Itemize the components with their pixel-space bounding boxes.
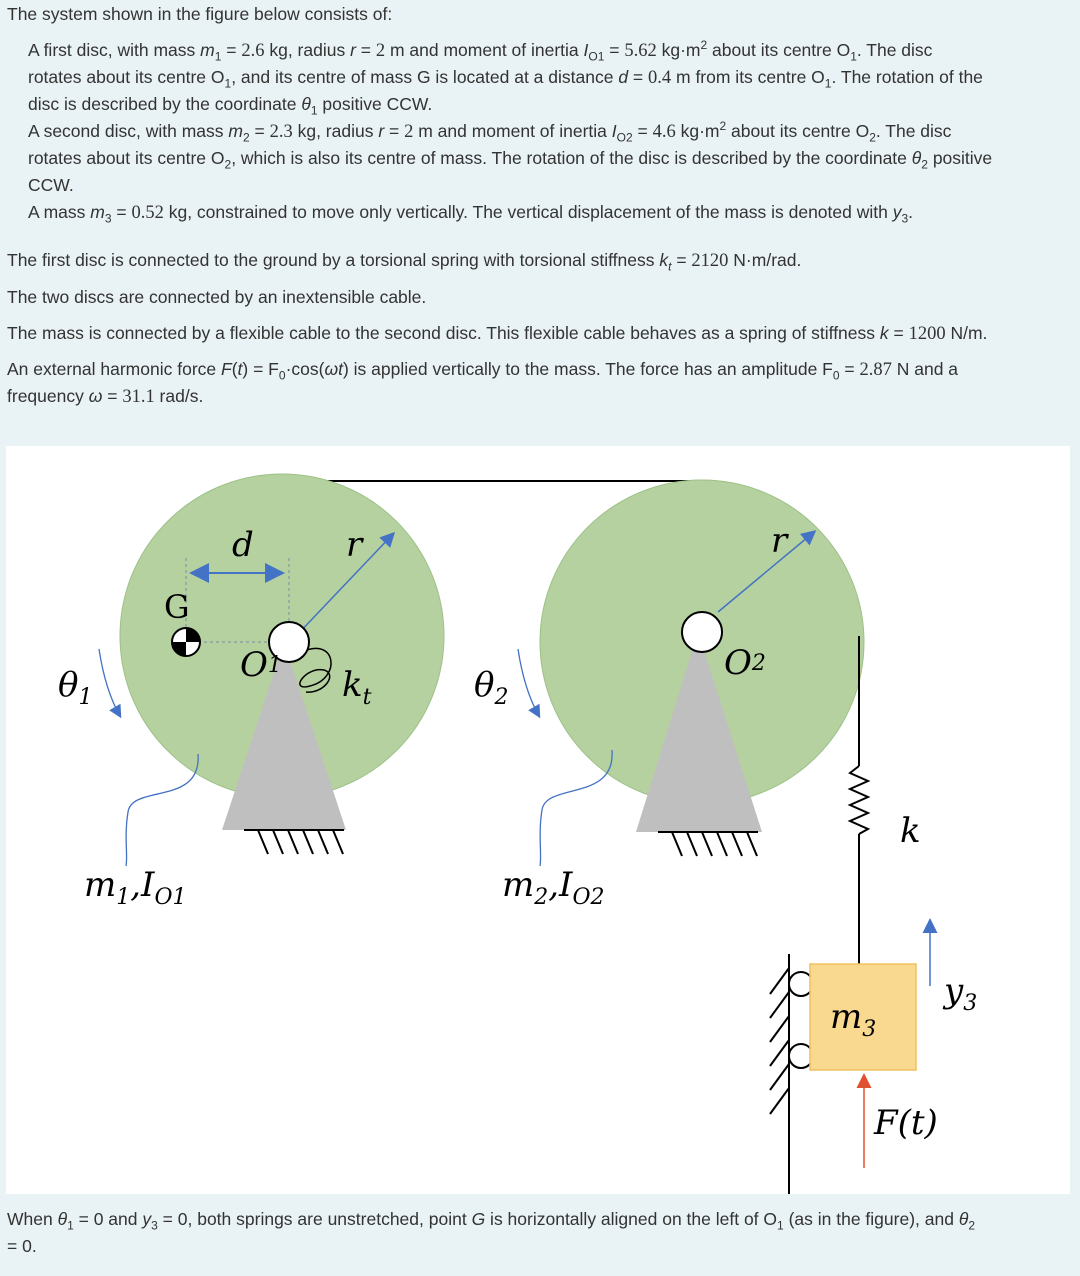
- theta1-arrow: [99, 649, 120, 716]
- disc2-ground-hatch: [658, 832, 758, 856]
- disc1-ground-hatch: [244, 830, 344, 854]
- label-m3: $m_3$: [830, 997, 877, 1042]
- center-of-mass-icon: [172, 628, 200, 656]
- label-o2: O2: [724, 643, 766, 683]
- mass3-line: A mass $m_3 = 0.52$ kg, constrained to move only vertically. The vertical displacement of the mass is denoted with $y_3$.: [28, 202, 914, 226]
- label-kt: $k_t$: [342, 665, 372, 710]
- label-k: k: [900, 811, 921, 851]
- disc2-mass: 2.3: [269, 122, 293, 142]
- disc2-inertia: 4.6: [652, 122, 676, 142]
- initial-conditions-line-2: = 0.: [7, 1236, 37, 1256]
- guide-wall-hatch: [770, 968, 789, 1114]
- disc1-radius: 2: [375, 41, 386, 61]
- label-o1: O1: [240, 645, 282, 685]
- disc1-line-3: disc is described by the coordinate $\theta_1$ positive CCW.: [28, 94, 433, 118]
- force-amplitude: 2.87: [859, 360, 892, 380]
- cable-line: The two discs are connected by an inextensible cable.: [7, 287, 427, 307]
- label-force: F(t): [874, 1103, 938, 1143]
- label-r-disc1: r: [346, 525, 363, 565]
- disc2-line-1: A second disc, with mass $m_2 = 2.3$ kg, radius r = 2 m and moment of inertia $I_{O2} = 4.6$ $kg\cdot m^2$ about its centre $O_2$. The disc: [28, 119, 952, 145]
- label-m2-i02: $m_2,I_{O2}$: [502, 865, 605, 910]
- disc1-line-2: rotates about its centre $O_1$, and its centre of mass G is located at a distance d = 0.4 m from its centre $O_1$. The rotation of the: [28, 67, 983, 91]
- label-d: d: [232, 525, 254, 565]
- label-y3: $y_3$: [944, 971, 978, 1016]
- label-g: G: [164, 588, 190, 626]
- theta2-arrow: [518, 649, 539, 716]
- disc2-line-3: CCW.: [28, 175, 74, 195]
- spring-k: [850, 766, 868, 834]
- label-theta1: $\theta_1$: [58, 665, 93, 710]
- disc1-line-1: A first disc, with mass $m_1 = 2.6$ kg, radius r = 2 m and moment of inertia $I_{O1} = 5.62$ $kg\cdot m^2$ about its centre $O_1$. The disc: [28, 38, 933, 64]
- disc1-distance: 0.4: [648, 68, 672, 88]
- disc2-line-2: rotates about its centre $O_2$, which is also its centre of mass. The rotation of the disc is described by the coordinate $\theta_2$ positive: [28, 148, 993, 172]
- disc2-radius: 2: [404, 122, 414, 142]
- disc1-mass: 2.6: [241, 41, 265, 61]
- torsional-spring-line: The first disc is connected to the ground by a torsional spring with torsional stiffness $k_t = 2120$ N·m/rad.: [7, 250, 802, 274]
- spring-line: The mass is connected by a flexible cable to the second disc. This flexible cable behaves as a spring of stiffness k = 1200 N/m.: [7, 323, 988, 344]
- m1-leader: [126, 754, 198, 866]
- disc1-inertia: 5.62: [624, 41, 657, 61]
- force-line-2: frequency ω = 31.1 rad/s.: [7, 386, 204, 407]
- spring-stiffness: 1200: [908, 324, 946, 344]
- force-frequency: 31.1: [122, 387, 155, 407]
- label-theta2: $\theta_2$: [474, 665, 509, 710]
- torsional-stiffness: 2120: [691, 251, 729, 271]
- system-figure: [6, 446, 1070, 1194]
- system-diagram: [6, 446, 1070, 1194]
- mass3-mass: 0.52: [131, 203, 164, 223]
- intro-text: The system shown in the figure below consists of:: [7, 4, 393, 24]
- label-r-disc2: r: [771, 521, 788, 561]
- label-m1-i01: $m_1,I_{O1}$: [84, 865, 187, 910]
- initial-conditions-line-1: When $\theta_1 = 0$ and $y_3 = 0$, both springs are unstretched, point G is horizontally aligned on the left of $O_1$ (as in the figure), and $\theta_2$: [7, 1209, 976, 1233]
- pivot-o2: [682, 612, 722, 652]
- force-line-1: An external harmonic force $F(t) = F_0\cdot\cos(\omega t)$ is applied vertically to the mass. The force has an amplitude $F_0 = 2.87$ N and a: [7, 359, 959, 383]
